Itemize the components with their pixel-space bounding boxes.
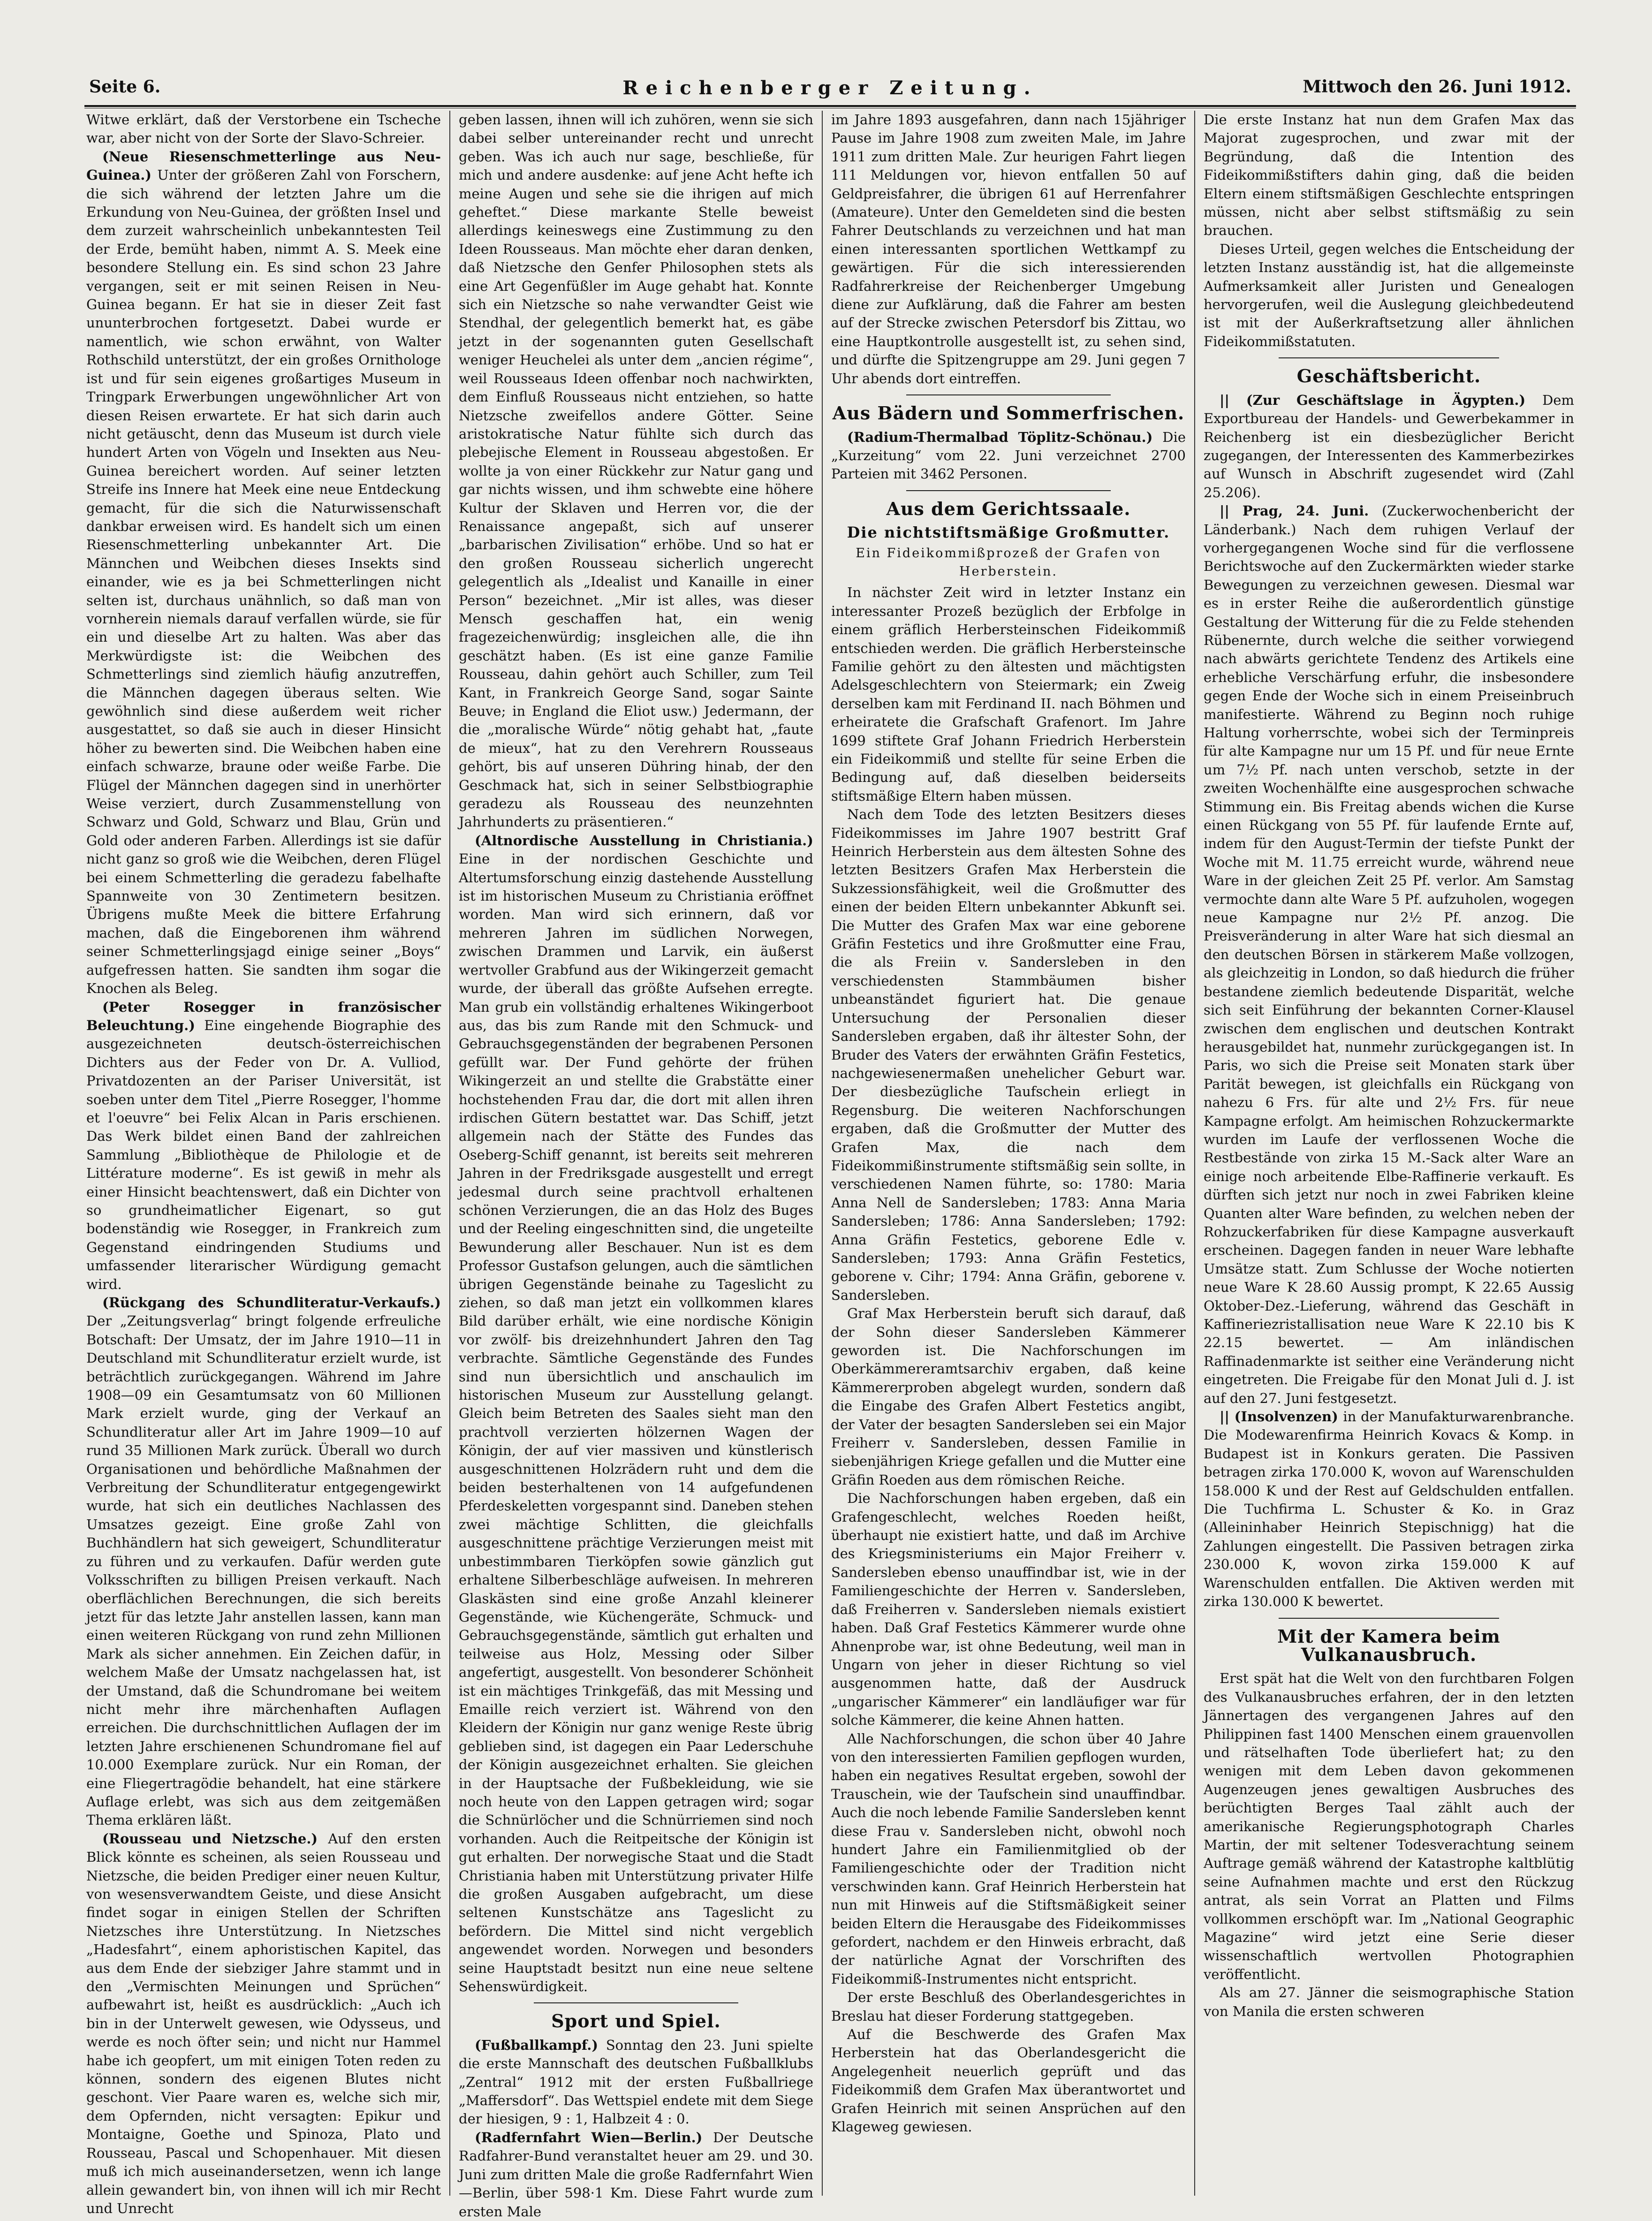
paragraph — [1204, 391, 1574, 502]
paragraph-text: Auf die Beschwerde des Grafen Max Herberstein hat das Oberlandesgericht die Angelegenheit neuerlich geprüft und das Fideikommiß dem Grafen Max überantwortet und Grafen Heinrich mit seinen Ansprüchen auf den Klageweg gewiesen. — [831, 2026, 1186, 2135]
paragraph — [459, 832, 813, 1996]
article-lead: || Prag, 24. Juni. — [1220, 503, 1382, 519]
paragraph-text: Unter der größeren Zahl von Forschern, die sich während der letzten Jahre um die Erkundung von Neu-Guinea, der größten Insel und dem zurzeit wahrscheinlich unbekanntesten Teil der Erde, bemüht haben, nimmt A. S. Meek eine besondere Stellung ein. Es sind schon 23 Jahre vergangen, seit er mit seinen Reisen in Neu-Guinea begann. Er hat sie in dieser Zeit fast ununterbrochen fortgesetzt. Dabei wurde er namentlich, wie schon erwähnt, von Walter Rothschild unterstützt, der ein großes Ornithologe ist und für sein eigenes großartiges Museum in Tringpark Erwerbungen ungewöhnlicher Art von diesen Reisen erwartete. Er hat sich darin auch nicht getäuscht, denn das Museum ist durch viele hundert Arten von Vögeln und Insekten aus Neu-Guinea bereichert worden. Auf seiner letzten Streife ins Innere hat Meek eine neue Entdeckung gemacht, für die sich die Naturwissenschaft dankbar erweisen wird. Es handelt sich um einen Riesenschmetterling unbekannter Art. Die Männchen und Weibchen dieses Insekts sind einander, wie es ja bei Schmetterlingen nicht selten ist, durchaus unähnlich, so daß man von vornherein niemals darauf verfallen würde, sie für ein und dieselbe Art zu halten. Was aber das Merkwürdigste ist: die Weibchen des Schmetterlings sind ziemlich häufig anzutreffen, die Männchen dagegen überaus selten. Wie gewöhnlich sind diese außerdem weit richer ausgestattet, so daß sie auch in dieser Hinsicht höher zu bewerten sind. Die Weibchen haben eine einfach schwarze, braune oder weiße Farbe. Die Flügel der Männchen dagegen sind in unerhörter Weise verziert, durch Zusammenstellung von Schwarz und Gold, Schwarz und Blau, Grün und Gold oder anderen Farben. Allerdings ist sie dafür nicht ganz so groß wie die Weibchen, deren Flügel bei einem Schmetterling die geradezu fabelhafte Spannweite von 30 Zentimetern besitzen. Übrigens mußte Meek die bittere Erfahrung machen, daß die Eingeborenen ihm während seiner Schmetterlingsjagd einige seiner „Boys“ aufgefressen hatten. Sie sandten ihm sogar die Knochen als Beleg. — [86, 167, 441, 997]
newspaper-title: Reichenberger Zeitung. — [622, 77, 1038, 99]
paragraph — [831, 1489, 1186, 1729]
paragraph-text: Sonntag den 23. Juni spielte die erste Mannschaft des deutschen Fußballklubs „Zentral“ 1912 mit der ersten Fußballriege „Maffersdorf“. Das Wettspiel endete mit dem Siege der hiesigen, 9 : 1, Halbzeit 4 : 0. — [459, 2037, 813, 2127]
column-4 — [1204, 111, 1574, 2196]
article-lead: || (Zur Geschäftslage in Ägypten.) — [1220, 392, 1543, 408]
paragraph — [86, 111, 441, 148]
section-rule — [906, 394, 1111, 395]
paragraph-text: Der „Zeitungsverlag“ bringt folgende erfreuliche Botschaft: Der Umsatz, der im Jahre 1910—11 in Deutschland mit Schundliteratur erzielt wurde, ist beträchtlich zurückgegangen. Während im Jahre 1908—09 ein Gesamtumsatz von 60 Millionen Mark erzielt wurde, ging der Verkauf an Schundliteratur aller Art im Jahre 1909—10 auf rund 35 Millionen Mark zurück. Überall wo durch Organisationen und behördliche Maßnahmen der Verbreitung der Schundliteratur entgegengewirkt wurde, hat sich ein deutliches Nachlassen des Umsatzes gezeigt. Eine große Zahl von Buchhändlern hat sich geweigert, Schundliteratur zu führen und zu verkaufen. Dafür werden gute Volksschriften zu billigen Preisen verkauft. Nach oberflächlichen Berechnungen, die sich bereits jetzt für das letzte Jahr anstellen lassen, kann man einen weiteren Rückgang von rund zehn Millionen Mark als sicher annehmen. Ein Zeichen dafür, in welchem Maße der Umsatz nachgelassen hat, ist der Umstand, daß die Schundromane bei weitem nicht mehr ihre märchenhaften Auflagen erreichen. Die durchschnittlichen Auflagen der im letzten Jahre erschienenen Schundromane fiel auf 10.000 Exemplare zurück. Nur ein Roman, der eine Fliegertragödie behandelt, hat eine stärkere Auflage erlebt, was sich aus dem zeitgemäßen Thema erklären läßt. — [86, 1313, 441, 1828]
paragraph-text: Auf den ersten Blick könnte es scheinen, als seien Rousseau und Nietzsche, die beiden Prediger einer neuen Kultur, von wesensverwandtem Geiste, und diese Ansicht findet sogar in einigen Stellen der Schriften Nietzsches ihre Unterstützung. In Nietzsches „Hadesfahrt“, einem aphoristischen Kapitel, das aus dem Ende der siebziger Jahre stammt und in den „Vermischten Meinungen und Sprüchen“ aufbewahrt ist, heißt es ausdrücklich: „Auch ich bin in der Unterwelt gewesen, wie Odysseus, und werde es noch öfter sein; und nicht nur Hammel habe ich geopfert, um mit einigen Toten reden zu können, sondern des eigenen Blutes nicht geschont. Vier Paare waren es, welche sich mir, dem Opfernden, nicht versagten: Epikur und Montaigne, Goethe und Spinoza, Plato und Rousseau, Pascal und Schopenhauer. Mit diesen muß ich mich auseinandersetzen, wenn ich lange allein gewandert bin, von ihnen will ich mir Recht und Unrecht — [86, 1830, 441, 2216]
article-headline: Die nichtstiftsmäßige Großmutter. — [847, 523, 1170, 542]
paragraph — [459, 2036, 813, 2129]
section-heading: Aus dem Gerichtssaale. — [886, 498, 1131, 519]
article-lead: (Neue Riesenschmetterlinge aus Neu-Guinea.) — [86, 148, 441, 183]
paragraph — [831, 584, 1186, 805]
section-heading: Sport und Spiel. — [551, 2010, 721, 2032]
section-rule — [906, 490, 1111, 491]
section-heading: Geschäftsbericht. — [1296, 365, 1481, 387]
article-lead: || (Insolvenzen) — [1220, 1409, 1343, 1425]
paragraph-text: Eine in der nordischen Geschichte und Altertumsforschung einzig dastehende Ausstellung ist im historischen Museum zu Christiania eröffnet worden. Man wird sich erinnern, daß vor mehreren Jahren im südlichen Norwegen, zwischen Drammen und Larvik, ein äußerst wertvoller Grabfund aus der Wikingerzeit gemacht wurde, der überall das größte Aufsehen erregte. Man grub ein vollständig erhaltenes Wikingerboot aus, das bis zum Rande mit den Schmuck- und Gebrauchsgegenständen der begrabenen Personen gefüllt war. Der Fund gehörte der frühen Wikingerzeit an und stellte die Grabstätte einer hochstehenden Frau dar, die dort mit allen ihren irdischen Gütern bestattet war. Das Schiff, jetzt allgemein nach der Stätte des Fundes das Oseberg-Schiff genannt, ist bereits seit mehreren Jahren in der Fredriksgade ausgestellt und erregt jedesmal durch seine prachtvoll erhaltenen schönen Verzierungen, die an das Holz des Buges und der Reeling eingeschnitten sind, die ungeteilte Bewunderung aller Beschauer. Nun ist es dem Professor Gustafson gelungen, auch die sämtlichen übrigen Gegenstände beinahe zu Tageslicht zu ziehen, so daß man jetzt ein vollkommen klares Bild darüber erhält, wie eine nordische Königin vor zwölf- bis dreizehnhundert Jahren den Tag verbrachte. Sämtliche Gegenstände des Fundes sind nun übersichtlich und anschaulich im historischen Museum zur Ausstellung gelangt. Gleich beim Betreten des Saales sieht man den prachtvoll verzierten hölzernen Wagen der Königin, der auf vier massiven und künstlerisch ausgeschnittenen Holzrädern ruht und dem die beiden besterhaltenen von 14 aufgefundenen Pferdeskeletten vorgespannt sind. Daneben stehen zwei mächtige Schlitten, die gleichfalls ausgeschnittene prächtige Verzierungen meist mit unbestimmbaren Tierköpfen sowie gänzlich gut erhaltene Silberbeschläge aufweisen. In mehreren Glaskästen sind eine große Anzahl kleinerer Gegenstände, wie Küchengeräte, Schmuck- und Gebrauchsgegenstände, sämtlich gut erhalten und teilweise aus Holz, Messing oder Silber angefertigt, ausgestellt. Von besonderer Schönheit ist ein mächtiges Trinkgefäß, das mit Messing und Emaille reich verziert ist. Während von den Kleidern der Königin nur ganz wenige Reste übrig geblieben sind, ist dagegen ein Paar Lederschuhe der Königin ausgezeichnet erhalten. Sie gleichen in der Hauptsache der Fußbekleidung, wie sie noch heute von den Lappen getragen wird; sogar die Schnürlöcher und die Schnürriemen sind noch vorhanden. Auch die Reitpeitsche der Königin ist gut erhalten. Der norwegische Staat und die Stadt Christiania haben mit Unterstützung privater Hilfe die großen Ausgaben aufgebracht, um diese seltenen Kunstschätze ans Tageslicht zu befördern. Die Mittel sind nicht vergeblich angewendet worden. Norwegen und besonders seine Hauptstadt besitzt nun eine neue seltene Sehenswürdigkeit. — [459, 851, 813, 1995]
paragraph-text: Graf Max Herberstein beruft sich darauf, daß der Sohn dieser Sandersleben Kämmerer geworden ist. Die Nachforschungen im Oberkämmereramtsarchiv ergaben, daß keine Kämmererproben abgelegt wurden, sondern daß die Eingabe des Grafen Albert Festetics angibt, der Vater der besagten Sandersleben sei ein Major Freiherr v. Sandersleben, dessen Familie in siebenjährigen Kriege gefallen und die Mutter eine Gräfin Roeden aus dem römischen Reiche. — [831, 1305, 1186, 1488]
paragraph — [86, 998, 441, 1294]
section-rule — [1279, 357, 1499, 358]
paragraph — [831, 1730, 1186, 1989]
page-number: Seite 6. — [89, 77, 161, 97]
paragraph — [86, 148, 441, 998]
section-rule — [1279, 1618, 1499, 1619]
article-lead: (Radium-Thermalbad Töplitz-Schönau.) — [847, 429, 1163, 445]
section-heading: Mit der Kamera beim Vulkanausbruch. — [1277, 1625, 1500, 1665]
paragraph-text: Die erste Instanz hat nun dem Grafen Max das Majorat zugesprochen, und zwar mit der Begründung, daß die Intention des Fideikommißstifters dahin ging, daß die beiden Eltern einem stiftsmäßigen Geschlechte entspringen müssen, nicht aber selbst stiftsmäßig zu sein brauchen. — [1204, 112, 1574, 239]
paragraph-text: in der Manufakturwarenbranche. Die Modewarenfirma Heinrich Kovacs & Komp. in Budapest ist in Konkurs geraten. Die Passiven betragen zirka 170.000 K, wovon auf Warenschulden 158.000 K und der Rest auf Geldschulden entfallen. Die Tuchfirma L. Schuster & Ko. in Graz (Alleininhaber Heinrich Stepischnigg) hat die Zahlungen eingestellt. Die Passiven betragen zirka 230.000 K, wovon zirka 159.000 K auf Warenschulden entfallen. Die Aktiven werden mit zirka 130.000 K bewertet. — [1204, 1409, 1574, 1610]
paragraph-text: Alle Nachforschungen, die schon über 40 Jahre von den interessierten Familien gepflogen wurden, haben ein negatives Resultat ergeben, sowohl der Trauschein, wie der Taufschein sind unauffindbar. Auch die noch lebende Familie Sandersleben kennt diese Frau v. Sandersleben nicht, obwohl noch hundert Jahre ein Familienmitglied ob der Familiengeschichte oder der Tradition nicht verschwinden kann. Graf Heinrich Herberstein hat nun mit Hinweis auf die Stiftsmäßigkeit seiner beiden Eltern die Herausgabe des Fideikommisses gefordert, nachdem er den Hinweis erbracht, daß der natürliche Agnat der Vorschriften des Fideikommiß-Instrumentes nicht entspricht. — [831, 1730, 1186, 1987]
article-lead: (Radfernfahrt Wien—Berlin.) — [475, 2129, 713, 2145]
paragraph-text: Die „Kurzeitung“ vom 22. Juni verzeichnet 2700 Parteien mit 3462 Personen. — [831, 429, 1186, 482]
article-lead: (Altnordische Ausstellung in Christiania.) — [475, 832, 813, 849]
column-2 — [459, 111, 813, 2220]
article-lead: (Rückgang des Schundliteratur-Verkaufs.) — [102, 1295, 441, 1311]
paragraph — [831, 805, 1186, 1304]
column-divider — [449, 111, 450, 2196]
section-rule — [534, 2002, 738, 2003]
article-lead: (Peter Rosegger in französischer Beleuchtung.) — [86, 999, 441, 1033]
header-rule — [84, 105, 1576, 107]
paragraph-text: Nach dem Tode des letzten Besitzers dieses Fideikommisses im Jahre 1907 bestritt Graf Heinrich Herberstein aus dem ältesten Sohne des letzten Besitzers Grafen Max Herberstein die Sukzessionsfähigkeit, weil die Großmutter des einen der beiden Eltern unbekannter Abkunft sei. Die Mutter des Grafen Max war eine geborene Gräfin Festetics und ihre Großmutter eine Frau, die als Freiin v. Sandersleben in den verschiedensten Stammbäumen bisher unbeanständet figuriert hat. Die genaue Untersuchung der Personalien dieser Sandersleben ergaben, daß ihr ältester Sohn, der Bruder des Vaters der erwähnten Gräfin Festetics, nachgewiesenermaßen unehelicher Geburt war. Der diesbezügliche Taufschein erliegt in Regensburg. Die weiteren Nachforschungen ergaben, daß die Großmutter der Mutter des Grafen Max, die nach dem Fideikommißinstrumente stiftsmäßig sein sollte, in verschiedenen Namen führte, so: 1780: Maria Anna Nell de Sandersleben; 1783: Anna Maria Sandersleben; 1786: Anna Sandersleben; 1792: Anna Gräfin Festetics, geborene Edle v. Sandersleben; 1793: Anna Gräfin Festetics, geborene v. Cihr; 1794: Anna Gräfin, geborene v. Sandersleben. — [831, 806, 1186, 1303]
masthead — [84, 70, 1576, 105]
section-heading: Aus Bädern und Sommerfrischen. — [832, 402, 1185, 424]
column-divider — [1194, 111, 1195, 2196]
paragraph — [1204, 111, 1574, 240]
paragraph — [459, 2129, 813, 2221]
paragraph-text: Eine eingehende Biographie des ausgezeichneten deutsch-österreichischen Dichters aus der Feder von Dr. A. Vulliod, Privatdozenten an der Pariser Universität, ist soeben unter dem Titel „Pierre Rosegger, l'homme et l'oeuvre“ bei Felix Alcan in Paris erschienen. Das Werk bildet einen Band der zahlreichen Sammlung „Bibliothèque de Philologie et de Littérature moderne“. Es ist gewiß in mehr als einer Hinsicht beachtenswert, daß ein Dichter von so grundheimatlicher Eigenart, so gut bodenständig wie Rosegger, in Frankreich zum Gegenstand eindringenden Studiums und umfassender literarischer Würdigung gemacht wird. — [86, 1017, 441, 1292]
paragraph — [1204, 1669, 1574, 1984]
paragraph — [831, 111, 1186, 388]
article-lead: (Rousseau und Nietzsche.) — [102, 1830, 328, 1847]
column-3 — [831, 111, 1186, 2196]
paragraph — [831, 428, 1186, 484]
paragraph-text: Dieses Urteil, gegen welches die Entscheidung der letzten Instanz ausständig ist, hat die allgemeinste Aufmerksamkeit aller Juristen und Genealogen hervorgerufen, weil die Auslegung gleichbedeutend ist mit der Außerkraftsetzung aller ähnlichen Fideikommißstatuten. — [1204, 241, 1574, 349]
paragraph-text: Die Nachforschungen haben ergeben, daß ein Grafengeschlecht, welches Roeden heißt, überhaupt nie existiert hatte, und daß im Archive des Kriegsministeriums ein Major Freiherr v. Sandersleben ebenso unauffindbar ist, wie in der Familiengeschichte der Herren v. Sandersleben, daß Freiherren v. Sandersleben niemals existiert haben. Daß Graf Festetics Kämmerer wurde ohne Ahnenprobe war, ist ohne Bedeutung, weil man in Ungarn von jeher in dieser Richtung so viel ausgenommen hatte, daß der Ausdruck „ungarischer Kämmerer“ ein landläufiger war für solche Kämmerer, die keine Ahnen hatten. — [831, 1490, 1186, 1728]
paragraph — [1204, 1984, 1574, 2021]
column-1 — [86, 111, 441, 2216]
paragraph-text: geben lassen, ihnen will ich zuhören, wenn sie sich dabei selber untereinander recht und unrecht geben. Was ich auch nur sage, beschließe, für mich und andere ausdenke: auf jene Acht hefte ich meine Augen und sehe sie die ihrigen auf mich geheftet.“ Diese markante Stelle beweist allerdings keineswegs eine Zustimmung zu den Ideen Rousseaus. Man möchte eher daran denken, daß Nietzsche den Genfer Philosophen stets als eine Art Gegenfüßler im Auge gehabt hat. Konnte sich ein Nietzsche so nahe verwandter Geist wie Stendhal, der gelegentlich bemerkt hat, es gäbe jetzt in der sogenannten guten Gesellschaft weniger Heuchelei als unter dem „ancien régime“, weil Rousseaus Ideen offenbar noch nachwirkten, dem Einfluß Rousseaus nicht entziehen, so hatte Nietzsche zweifellos andere Götter. Seine aristokratische Natur fühlte sich durch das plebejische Element in Rousseau abgestoßen. Er wollte ja von einer Rückkehr zur Natur gang und gar nichts wissen, und ihm schwebte eine höhere Kultur der Sklaven und Herren vor, die der Renaissance angepaßt, sich auf unserer „barbarischen Zivilisation“ erhöbe. Und so hat er den großen Rousseau sicherlich ungerecht gelegentlich als „Idealist und Kanaille in einer Person“ bezeichnet. „Mir ist alles, was dieser Mensch geschaffen hat, ein wenig fragezeichenwürdig; insgleichen alle, die ihn geschätzt haben. (Es ist eine ganze Familie Rousseau, dahin gehört auch Schiller, zum Teil Kant, in Frankreich George Sand, sogar Sainte Beuve; in England die Eliot usw.) Jedermann, der die „moralische Würde“ nötig gehabt hat, „faute de mieux“, hat zu den Verehrern Rousseaus gehört, bis auf unseren Dühring hinab, der den Geschmack hat, sich in seiner Selbstbiographie geradezu als Rousseau des neunzehnten Jahrhunderts zu präsentieren.“ — [459, 112, 813, 830]
paragraph — [1204, 502, 1574, 1408]
paragraph-text: Der Deutsche Radfahrer-Bund veranstaltet heuer am 29. und 30. Juni zum dritten Male die große Radfernfahrt Wien—Berlin, über 598·1 Km. Diese Fahrt wurde zum ersten Male — [459, 2129, 813, 2220]
paragraph — [459, 111, 813, 832]
issue-date: Mittwoch den 26. Juni 1912. — [1303, 77, 1571, 97]
paragraph — [86, 1294, 441, 1830]
article-subheadline: Ein Fideikommißprozeß der Grafen von Herberstein. — [856, 546, 1161, 579]
paragraph — [86, 1830, 441, 2218]
paragraph — [831, 1988, 1186, 2025]
paragraph-text: Erst spät hat die Welt von den furchtbaren Folgen des Vulkanausbruches erfahren, der in den letzten Jännertagen des vergangenen Jahres auf den Philippinen fast 1400 Menschen einem grauenvollen und rätselhaften Tode überliefert hat; zu den wenigen mit dem Leben davon gekommenen Augenzeugen jenes gewaltigen Ausbruches des berüchtigten Berges Taal zählt auch der amerikanische Regierungsphotograph Charles Martin, der mit seltener Todesverachtung seinem Auftrage gemäß während der Katastrophe kaltblütig seine Aufnahmen machte und erst den Rückzug antrat, als sein Vorrat an Platten und Films vollkommen erschöpft war. Im „National Geographic Magazine“ wird jetzt eine Serie dieser wissenschaftlich wertvollen Photographien veröffentlicht. — [1204, 1670, 1574, 1982]
paragraph-text: Der erste Beschluß des Oberlandesgerichtes in Breslau hat dieser Forderung stattgegeben. — [831, 1989, 1186, 2024]
paragraph — [831, 2025, 1186, 2136]
paragraph-text: Witwe erklärt, daß der Verstorbene ein Tscheche war, aber nicht von der Sorte der Slavo-Schreier. — [86, 112, 441, 146]
paragraph-text: Dem Exportbureau der Handels- und Gewerbekammer in Reichenberg ist ein diesbezüglicher Bericht zugegangen, der Interessenten des Kammerbezirkes auf Wunsch in Abschrift zugesendet wird (Zahl 25.206). — [1204, 392, 1574, 500]
column-divider — [822, 111, 823, 2196]
paragraph-text: im Jahre 1893 ausgefahren, dann nach 15jähriger Pause im Jahre 1908 zum zweiten Male, im Jahre 1911 zum dritten Male. Zur heurigen Fahrt liegen 111 Meldungen vor, hievon entfallen 50 auf Geldpreisfahrer, die übrigen 61 auf Herrenfahrer (Amateure). Unter den Gemeldeten sind die besten Fahrer Deutschlands zu verzeichnen und hat man einen interessanten sportlichen Wettkampf zu gewärtigen. Für die sich interessierenden Radfahrerkreise der Reichenberger Umgebung diene zur Aufklärung, daß die Fahrer am besten auf der Strecke zwischen Petersdorf bis Zittau, wo eine Hauptkontrolle ausgestellt ist, zu sehen sind, und dürfte die Spitzengruppe am 29. Juni gegen 7 Uhr abends dort eintreffen. — [831, 112, 1186, 387]
article-lead: (Fußballkampf.) — [475, 2037, 606, 2053]
paragraph — [831, 1304, 1186, 1489]
paragraph-text: In nächster Zeit wird in letzter Instanz ein interessanter Prozeß bezüglich der Erbfolge in einem gräflich Herbersteinschen Fideikommiß entschieden werden. Die gräflich Herbersteinsche Familie gehört zu den ältesten und mächtigsten Adelsgeschlechtern von Steiermark; ein Zweig derselben kam mit Ferdinand II. nach Böhmen und erheiratete die Grafschaft Grafenort. Im Jahre 1699 stiftete Graf Johann Friedrich Herberstein ein Fideikommiß und stellte für seine Erben die Bedingung auf, daß dieselben beiderseits stiftsmäßige Eltern haben müssen. — [831, 584, 1186, 804]
paragraph — [1204, 1408, 1574, 1611]
paragraph-text: (Zuckerwochenbericht der Länderbank.) Nach dem ruhigen Verlauf der vorhergegangenen Woche sind für die verflossene Berichtswoche auf den Zuckermärkten wieder starke Bewegungen zu verzeichnen gewesen. Diesmal war es in erster Reihe die außerordentlich günstige Gestaltung der Witterung für die zu Felde stehenden Rübenernte, durch welche die seither vorwiegend nach abwärts gerichtete Tendenz des Artikels eine erhebliche Verschärfung erfuhr, die insbesondere gegen Ende der Woche sich in einem Preiseinbruch manifestierte. Während zu Beginn noch ruhige Haltung vorherrschte, wobei sich der Terminpreis für alte Kampagne nur um 15 Pf. und für neue Ernte um 7½ Pf. nach unten verschob, setzte in der zweiten Wochenhälfte eine ausgesprochen schwache Stimmung ein. Bis Freitag abends wichen die Kurse einen Rückgang von 55 Pf. für laufende Ernte auf, indem für den August-Termin der tiefste Punkt der Woche mit M. 11.75 erreicht wurde, während neue Ware in der gleichen Zeit 25 Pf. verlor. Am Samstag vermochte dann alte Ware 5 Pf. aufzuholen, wogegen neue Kampagne nur 2½ Pf. anzog. Die Preisveränderung in alter Ware hat sich diesmal an den deutschen Börsen in stärkerem Maße vollzogen, als gleichzeitig in London, so daß hiedurch die früher bestandene ziemlich bedeutende Disparität, welche sich seit Einführung der bekannten Corner-Klausel zwischen dem englischen und deutschen Kontrakt herausgebildet hat, nunmehr zurückgegangen ist. In Paris, wo sich die Preise seit Monaten stark über Parität bewegen, ist gleichfalls ein Rückgang von nahezu 6 Frs. für alte und 2½ Frs. für neue Kampagne erfolgt. Am heimischen Rohzuckermarkte wurden im Laufe der verflossenen Woche die Restbestände von zirka 15 M.-Sack alter Ware an einige noch arbeitende Elbe-Raffinerie verkauft. Es dürften sich jetzt nur noch in zwei Fabriken kleine Quanten alter Ware befinden, zu welchen neben der Rohzuckerfabriken für diese Kampagne ausverkauft erscheinen. Dagegen fanden in neuer Ware lebhafte Umsätze statt. Zum Schlusse der Woche notierten neue Ware K 28.60 Aussig prompt, K 22.65 Aussig Oktober-Dez.-Lieferung, während das Geschäft in Kaffineriezristallisation neue Ware K 22.10 bis K 22.15 bewertet. — Am inländischen Raffinadenmarkte ist seither eine Veränderung nicht eingetreten. Die Freigabe für den Monat Juli d. J. ist auf den 27. Juni festgesetzt. — [1204, 503, 1574, 1406]
paragraph — [1204, 240, 1574, 351]
paragraph-text: Als am 27. Jänner die seismographische Station von Manila die ersten schweren — [1204, 1985, 1574, 2019]
